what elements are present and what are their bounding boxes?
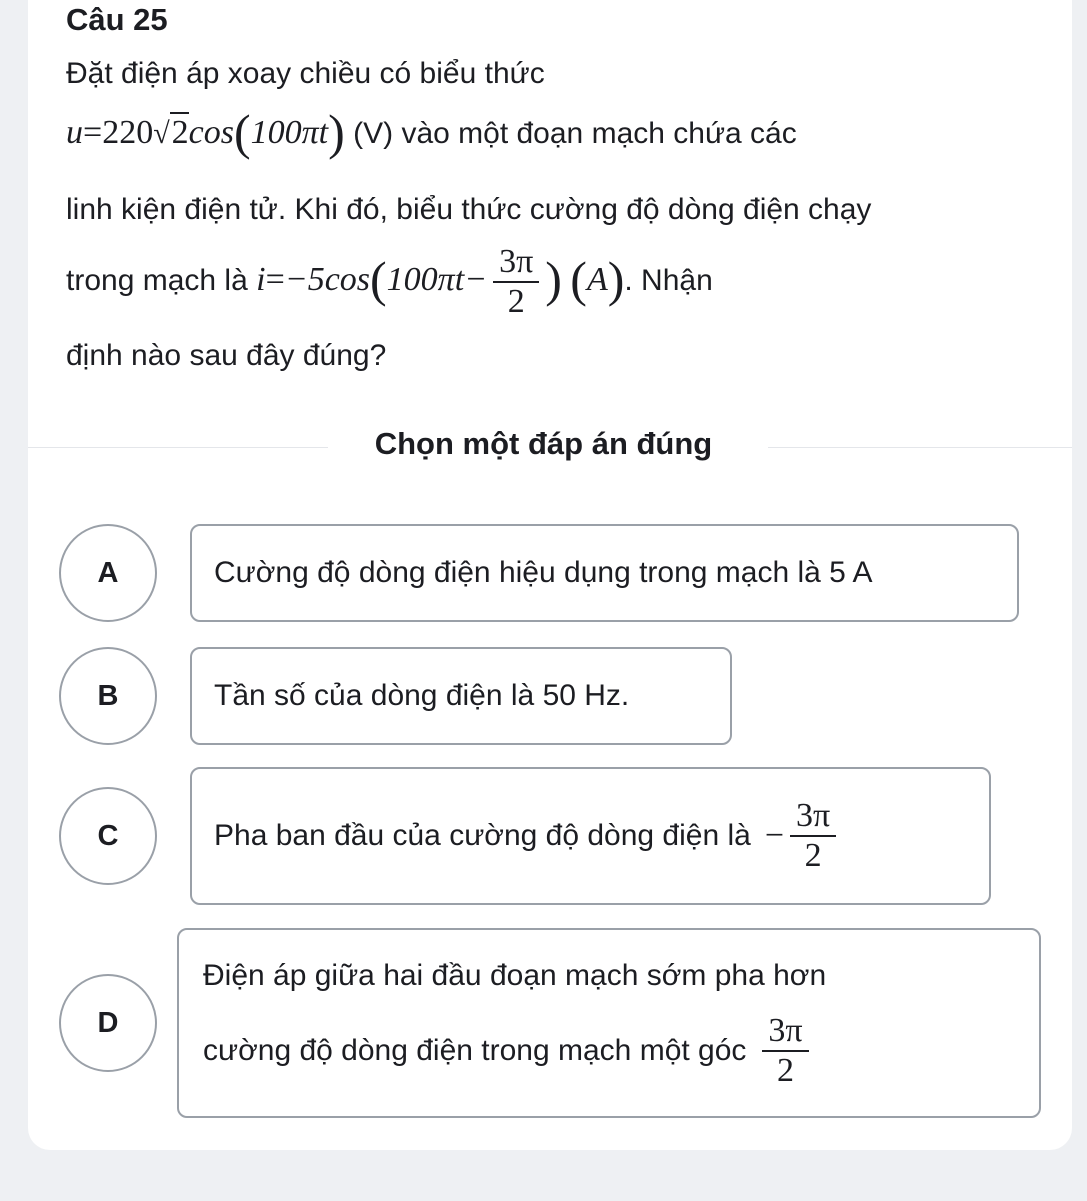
option-a[interactable] xyxy=(190,524,1019,622)
option-c-text: Pha ban đầu của cường độ dòng điện là xyxy=(214,819,751,852)
option-c[interactable] xyxy=(190,767,991,905)
option-c-denominator: 2 xyxy=(790,835,836,875)
i-symbol: i xyxy=(256,261,266,298)
question-line-1: Đặt điện áp xoay chiều có biểu thức xyxy=(66,57,545,90)
question-line-3: linh kiện điện tử. Khi đó, biểu thức cường độ dòng điện chạy xyxy=(66,193,872,226)
option-d-letter[interactable]: D xyxy=(59,974,157,1072)
sqrt-radicand: 2 xyxy=(171,114,189,151)
option-d-text-line2: cường độ dòng điện trong mạch một góc xyxy=(203,1034,747,1067)
section-title: Chọn một đáp án đúng xyxy=(374,426,713,461)
u-coefficient: 220 xyxy=(102,114,154,151)
option-c-minus: − xyxy=(764,817,785,854)
option-d-line2 xyxy=(203,1012,815,1090)
paren-close: ) xyxy=(328,104,345,160)
option-b-text: Tần số của dòng điện là 50 Hz. xyxy=(214,679,630,712)
question-line-4 xyxy=(66,240,713,321)
paren-open: ( xyxy=(233,104,251,160)
u-equals: = xyxy=(83,114,103,151)
option-c-fraction xyxy=(790,797,836,875)
question-line-2 xyxy=(66,104,797,160)
paren-close: ) xyxy=(607,251,625,307)
paren-open: ( xyxy=(370,251,387,307)
i-fraction-denominator: 2 xyxy=(493,281,539,321)
option-b-letter[interactable]: B xyxy=(59,647,157,745)
option-d-denominator: 2 xyxy=(762,1050,808,1090)
u-symbol: u xyxy=(66,114,83,151)
option-d-fraction xyxy=(762,1012,808,1090)
paren-close: ) xyxy=(545,251,562,307)
option-a-letter[interactable]: A xyxy=(59,524,157,622)
i-argument: 100πt− xyxy=(386,261,488,298)
question-line-2-tail: (V) vào một đoạn mạch chứa các xyxy=(353,117,797,150)
question-line-4-tail: . Nhận xyxy=(624,264,713,297)
option-d[interactable] xyxy=(177,928,1041,1118)
option-a-text: Cường độ dòng điện hiệu dụng trong mạch là 5 A xyxy=(214,556,873,589)
question-number: Câu 25 xyxy=(66,2,168,37)
option-d-text-line1: Điện áp giữa hai đầu đoạn mạch sớm pha hơn xyxy=(203,959,827,992)
u-argument: 100πt xyxy=(250,114,329,151)
i-fraction xyxy=(493,243,539,321)
option-c-letter[interactable]: C xyxy=(59,787,157,885)
question-line-5: định nào sau đây đúng? xyxy=(66,339,387,372)
i-unit: A xyxy=(586,261,608,298)
i-equals: = xyxy=(265,261,285,298)
i-rhs: −5cos xyxy=(284,261,371,298)
option-b[interactable] xyxy=(190,647,732,745)
paren-open: ( xyxy=(570,251,587,307)
u-cos: cos xyxy=(188,114,234,151)
question-line-4-head: trong mạch là xyxy=(66,264,248,297)
i-fraction-numerator: 3π xyxy=(499,243,534,281)
sqrt-symbol: √2 xyxy=(153,114,189,151)
option-d-numerator: 3π xyxy=(768,1012,803,1049)
option-c-numerator: 3π xyxy=(796,797,831,834)
